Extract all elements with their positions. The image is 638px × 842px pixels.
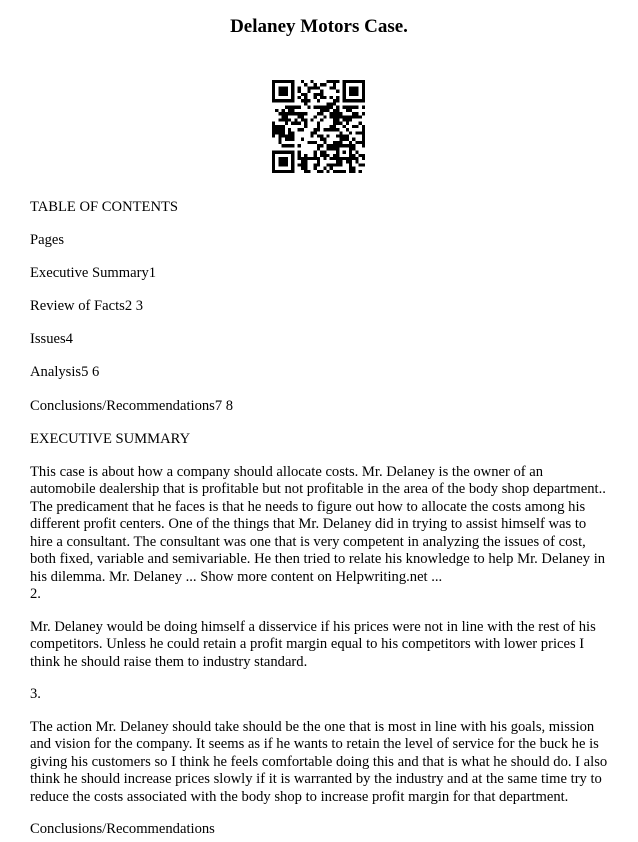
toc-pages-label: Pages: [30, 232, 65, 249]
toc-heading: TABLE OF CONTENTS: [30, 199, 179, 215]
section-number-3: 3.: [30, 686, 41, 703]
conclusions-heading: Conclusions/Recommendations: [30, 821, 215, 838]
paragraph-2: Mr. Delaney would be doing himself a disservice if his prices were not in line with the rest of his competitors. Unless he could retain a profit margin equal to his competitors with lower prices I think he should raise them to industry standard.: [30, 618, 596, 670]
executive-summary-body: This case is about how a company should allocate costs. Mr. Delaney is the owner of an automobile dealership that is profitable but not profitable in the area of the body shop department.. The predicament that he faces is that he needs to figure out how to allocate the costs among his different profit centers. One of the things that Mr. Delaney did in trying to assist himself was to hire a consultant. The consultant was one that is very competent in analyzing the issues of cost, both fixed, variable and semivariable. He then tried to relate his knowledge to help Mr. Delaney in his dilemma. Mr. Delaney ... Show more content on Helpwriting.net ...: [30, 463, 606, 585]
toc-item-review-of-facts: Review of Facts2 3: [30, 298, 144, 315]
executive-summary-heading: EXECUTIVE SUMMARY: [30, 430, 191, 447]
toc-item-issues: Issues4: [30, 331, 73, 348]
toc-item-conclusions: Conclusions/Recommendations7 8: [30, 397, 234, 414]
paragraph-3: The action Mr. Delaney should take should be the one that is most in line with his goals, mission and vision for the company. It seems as if he wants to retain the level of service for the buck he is giving his customers so I think he feels comfortable doing this and that is what he should do. I also think he should increase prices slowly if it is warranted by the industry and at the same time try to reduce the costs associated with the body shop to increase profit margin for that department.: [30, 718, 608, 805]
document-title: Delaney Motors Case.: [230, 16, 408, 37]
document-body: [30, 199, 608, 839]
toc-item-analysis: Analysis5 6: [30, 364, 100, 381]
section-number-2: 2.: [30, 586, 41, 603]
qr-code-icon: [272, 80, 365, 173]
toc-item-executive-summary: Executive Summary1: [30, 265, 157, 282]
